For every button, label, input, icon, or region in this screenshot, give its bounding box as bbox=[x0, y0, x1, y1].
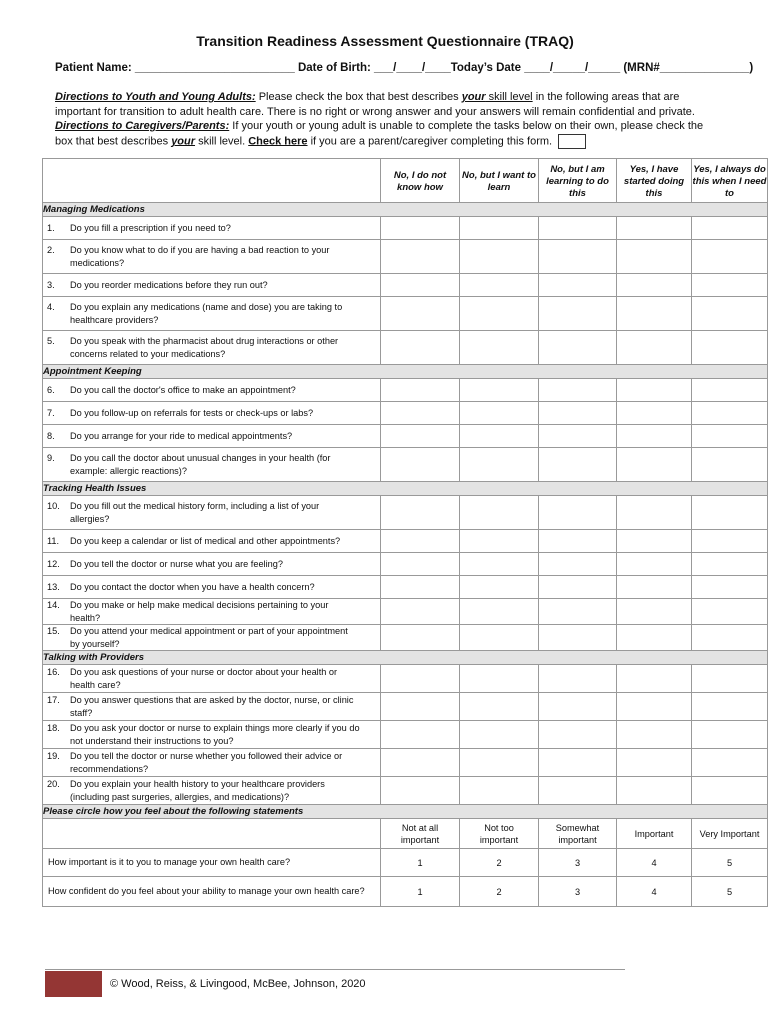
parent-caregiver-checkbox[interactable] bbox=[558, 134, 586, 149]
answer-checkbox-cell[interactable] bbox=[381, 530, 460, 553]
answer-checkbox-cell[interactable] bbox=[692, 240, 768, 274]
caregiver-directions-text-2: skill level. bbox=[195, 135, 249, 148]
check-here-label: Check here bbox=[248, 135, 308, 148]
question-row bbox=[43, 530, 768, 553]
answer-checkbox-cell[interactable] bbox=[460, 496, 539, 530]
answer-checkbox-cell[interactable] bbox=[381, 625, 460, 651]
footer-color-bar bbox=[45, 971, 102, 997]
answer-checkbox-cell[interactable] bbox=[460, 749, 539, 777]
question-text: Do you fill a prescription if you need to? bbox=[70, 222, 231, 233]
answer-checkbox-cell[interactable] bbox=[617, 625, 692, 651]
scale-option[interactable]: 2 bbox=[460, 877, 539, 907]
answer-checkbox-cell[interactable] bbox=[381, 665, 460, 693]
question-number: 19. bbox=[47, 751, 60, 761]
question-cell bbox=[43, 777, 381, 805]
question-number: 1. bbox=[47, 222, 55, 233]
answer-checkbox-cell[interactable] bbox=[692, 402, 768, 425]
section-row bbox=[43, 651, 768, 665]
section-heading: Talking with Providers bbox=[43, 651, 768, 665]
scale-option[interactable]: 5 bbox=[692, 877, 768, 907]
importance-col-header: Very Important bbox=[692, 819, 768, 849]
answer-checkbox-cell[interactable] bbox=[539, 240, 617, 274]
question-text: Do you speak with the pharmacist about drug interactions or other concerns related to your medications? bbox=[70, 336, 339, 359]
answer-checkbox-cell[interactable] bbox=[539, 297, 617, 331]
answer-checkbox-cell[interactable] bbox=[617, 240, 692, 274]
answer-checkbox-cell[interactable] bbox=[617, 576, 692, 599]
scale-option[interactable]: 3 bbox=[539, 877, 617, 907]
scale-option[interactable]: 4 bbox=[617, 849, 692, 877]
scale-option[interactable]: 4 bbox=[617, 877, 692, 907]
answer-checkbox-cell[interactable] bbox=[692, 274, 768, 297]
importance-question: How important is it to you to manage your own health care? bbox=[43, 849, 381, 877]
question-row bbox=[43, 777, 768, 805]
answer-checkbox-cell[interactable] bbox=[617, 402, 692, 425]
section-row bbox=[43, 805, 768, 819]
answer-checkbox-cell[interactable] bbox=[460, 274, 539, 297]
answer-checkbox-cell[interactable] bbox=[460, 530, 539, 553]
answer-checkbox-cell[interactable] bbox=[617, 496, 692, 530]
answer-checkbox-cell[interactable] bbox=[617, 217, 692, 240]
patient-info-line: Patient Name: _________________________ Date of Birth: ___/____/____Today’s Date ____/_____/_____ (MRN#______________) bbox=[55, 62, 754, 74]
answer-checkbox-cell[interactable] bbox=[692, 665, 768, 693]
answer-checkbox-cell[interactable] bbox=[617, 553, 692, 576]
question-cell bbox=[43, 625, 381, 651]
answer-checkbox-cell[interactable] bbox=[381, 721, 460, 749]
importance-section-heading: Please circle how you feel about the following statements bbox=[43, 805, 768, 819]
answer-checkbox-cell[interactable] bbox=[539, 693, 617, 721]
answer-checkbox-cell[interactable] bbox=[617, 274, 692, 297]
question-number: 18. bbox=[47, 723, 60, 733]
question-cell bbox=[43, 665, 381, 693]
question-number: 12. bbox=[47, 558, 60, 569]
importance-col-header: Somewhat important bbox=[539, 819, 617, 849]
answer-checkbox-cell[interactable] bbox=[539, 425, 617, 448]
answer-checkbox-cell[interactable] bbox=[539, 496, 617, 530]
question-row bbox=[43, 217, 768, 240]
question-number: 3. bbox=[47, 279, 55, 290]
question-text: Do you call the doctor's office to make an appointment? bbox=[70, 384, 296, 395]
answer-checkbox-cell[interactable] bbox=[539, 331, 617, 365]
question-number: 14. bbox=[47, 600, 60, 610]
youth-directions-skill: skill level bbox=[485, 91, 533, 103]
question-text: Do you attend your medical appointment or part of your appointment by yourself? bbox=[70, 626, 348, 649]
answer-checkbox-cell[interactable] bbox=[539, 665, 617, 693]
answer-checkbox-cell[interactable] bbox=[381, 448, 460, 482]
question-cell bbox=[43, 274, 381, 297]
importance-header-blank bbox=[43, 819, 381, 849]
question-row bbox=[43, 240, 768, 274]
question-row bbox=[43, 379, 768, 402]
answer-checkbox-cell[interactable] bbox=[381, 576, 460, 599]
question-cell bbox=[43, 379, 381, 402]
question-number: 2. bbox=[47, 245, 55, 255]
answer-checkbox-cell[interactable] bbox=[692, 576, 768, 599]
answer-checkbox-cell[interactable] bbox=[460, 425, 539, 448]
importance-col-header: Important bbox=[617, 819, 692, 849]
question-cell bbox=[43, 599, 381, 625]
answer-checkbox-cell[interactable] bbox=[539, 530, 617, 553]
answer-checkbox-cell[interactable] bbox=[692, 217, 768, 240]
answer-checkbox-cell[interactable] bbox=[381, 693, 460, 721]
answer-checkbox-cell[interactable] bbox=[539, 379, 617, 402]
question-cell bbox=[43, 721, 381, 749]
scale-option[interactable]: 3 bbox=[539, 849, 617, 877]
answer-checkbox-cell[interactable] bbox=[460, 448, 539, 482]
answer-checkbox-cell[interactable] bbox=[617, 665, 692, 693]
question-row bbox=[43, 553, 768, 576]
question-text: Do you follow-up on referrals for tests or check-ups or labs? bbox=[70, 407, 314, 418]
question-row bbox=[43, 749, 768, 777]
question-cell bbox=[43, 331, 381, 365]
question-number: 9. bbox=[47, 453, 55, 463]
question-text: Do you make or help make medical decisions pertaining to your health? bbox=[70, 600, 329, 623]
question-text: Do you tell the doctor or nurse whether you followed their advice or recommendations? bbox=[70, 751, 343, 774]
col-header-1: No, I do not know how bbox=[381, 159, 460, 203]
scale-option[interactable]: 1 bbox=[381, 877, 460, 907]
answer-checkbox-cell[interactable] bbox=[692, 297, 768, 331]
answer-checkbox-cell[interactable] bbox=[460, 721, 539, 749]
answer-checkbox-cell[interactable] bbox=[381, 425, 460, 448]
question-text: Do you fill out the medical history form, including a list of your allergies? bbox=[70, 501, 320, 524]
answer-checkbox-cell[interactable] bbox=[617, 530, 692, 553]
question-text: Do you arrange for your ride to medical appointments? bbox=[70, 430, 293, 441]
footer-divider bbox=[45, 969, 625, 970]
answer-checkbox-cell[interactable] bbox=[460, 217, 539, 240]
answer-checkbox-cell[interactable] bbox=[692, 379, 768, 402]
youth-directions-text: Please check the box that best describes bbox=[255, 91, 462, 103]
question-text: Do you reorder medications before they run out? bbox=[70, 279, 268, 290]
question-number: 5. bbox=[47, 336, 55, 346]
question-text: Do you ask your doctor or nurse to explain things more clearly if you do not understand their instructions to you? bbox=[70, 723, 360, 746]
youth-directions-text-2: in the following areas that are important for transition to adult health care. There is no right or wrong answer and your answers will remain confidential and private. bbox=[55, 91, 695, 118]
answer-checkbox-cell[interactable] bbox=[692, 599, 768, 625]
answer-checkbox-cell[interactable] bbox=[617, 721, 692, 749]
answer-checkbox-cell[interactable] bbox=[692, 721, 768, 749]
caregiver-directions-text-3: if you are a parent/caregiver completing this form. bbox=[307, 135, 553, 148]
section-heading: Appointment Keeping bbox=[43, 365, 768, 379]
footer-copyright: © Wood, Reiss, & Livingood, McBee, Johnson, 2020 bbox=[110, 978, 366, 990]
caregiver-directions-your: your bbox=[171, 135, 196, 148]
answer-checkbox-cell[interactable] bbox=[539, 576, 617, 599]
youth-directions-your: your bbox=[461, 91, 486, 103]
caregiver-directions-text: If your youth or young adult is unable to complete the tasks below on their own, please check the box that best describes bbox=[55, 120, 704, 148]
question-row bbox=[43, 274, 768, 297]
answer-checkbox-cell[interactable] bbox=[692, 777, 768, 805]
question-number: 8. bbox=[47, 430, 55, 441]
question-text: Do you answer questions that are asked by the doctor, nurse, or clinic staff? bbox=[70, 695, 354, 718]
answer-checkbox-cell[interactable] bbox=[460, 297, 539, 331]
answer-checkbox-cell[interactable] bbox=[381, 217, 460, 240]
question-row bbox=[43, 331, 768, 365]
answer-checkbox-cell[interactable] bbox=[617, 297, 692, 331]
answer-checkbox-cell[interactable] bbox=[381, 553, 460, 576]
question-number: 7. bbox=[47, 407, 55, 418]
answer-checkbox-cell[interactable] bbox=[381, 496, 460, 530]
question-row bbox=[43, 576, 768, 599]
answer-checkbox-cell[interactable] bbox=[617, 425, 692, 448]
scale-option[interactable]: 1 bbox=[381, 849, 460, 877]
answer-checkbox-cell[interactable] bbox=[692, 625, 768, 651]
question-text: Do you contact the doctor when you have a health concern? bbox=[70, 581, 315, 592]
answer-checkbox-cell[interactable] bbox=[692, 530, 768, 553]
question-row bbox=[43, 297, 768, 331]
question-text: Do you know what to do if you are having a bad reaction to your medications? bbox=[70, 245, 330, 268]
answer-checkbox-cell[interactable] bbox=[617, 693, 692, 721]
answer-checkbox-cell[interactable] bbox=[381, 240, 460, 274]
caregiver-directions-heading: Directions to Caregivers/Parents: bbox=[55, 120, 230, 133]
answer-checkbox-cell[interactable] bbox=[460, 379, 539, 402]
answer-checkbox-cell[interactable] bbox=[539, 217, 617, 240]
answer-checkbox-cell[interactable] bbox=[381, 777, 460, 805]
importance-col-header: Not too important bbox=[460, 819, 539, 849]
question-cell bbox=[43, 496, 381, 530]
question-text: Do you keep a calendar or list of medical and other appointments? bbox=[70, 535, 341, 546]
section-heading: Managing Medications bbox=[43, 203, 768, 217]
answer-checkbox-cell[interactable] bbox=[692, 749, 768, 777]
answer-checkbox-cell[interactable] bbox=[539, 448, 617, 482]
answer-checkbox-cell[interactable] bbox=[692, 331, 768, 365]
answer-checkbox-cell[interactable] bbox=[539, 777, 617, 805]
importance-question: How confident do you feel about your ability to manage your own health care? bbox=[43, 877, 381, 907]
answer-checkbox-cell[interactable] bbox=[460, 693, 539, 721]
answer-checkbox-cell[interactable] bbox=[539, 625, 617, 651]
answer-checkbox-cell[interactable] bbox=[460, 576, 539, 599]
question-text: Do you tell the doctor or nurse what you are feeling? bbox=[70, 558, 283, 569]
question-text: Do you explain your health history to your healthcare providers (including past surgeries, allergies, and medications)? bbox=[70, 779, 325, 802]
answer-checkbox-cell[interactable] bbox=[381, 599, 460, 625]
section-heading: Tracking Health Issues bbox=[43, 482, 768, 496]
answer-checkbox-cell[interactable] bbox=[539, 749, 617, 777]
question-number: 20. bbox=[47, 779, 60, 789]
question-cell bbox=[43, 297, 381, 331]
question-row bbox=[43, 496, 768, 530]
section-row bbox=[43, 482, 768, 496]
col-header-3: No, but I am learning to do this bbox=[539, 159, 617, 203]
answer-checkbox-cell[interactable] bbox=[539, 402, 617, 425]
scale-option[interactable]: 5 bbox=[692, 849, 768, 877]
answer-checkbox-cell[interactable] bbox=[381, 297, 460, 331]
answer-checkbox-cell[interactable] bbox=[539, 274, 617, 297]
answer-checkbox-cell[interactable] bbox=[539, 721, 617, 749]
answer-checkbox-cell[interactable] bbox=[617, 777, 692, 805]
answer-checkbox-cell[interactable] bbox=[617, 448, 692, 482]
question-text: Do you ask questions of your nurse or doctor about your health or health care? bbox=[70, 667, 338, 690]
question-row bbox=[43, 425, 768, 448]
question-number: 10. bbox=[47, 501, 60, 511]
importance-row bbox=[43, 877, 768, 907]
question-row bbox=[43, 402, 768, 425]
question-cell bbox=[43, 448, 381, 482]
answer-checkbox-cell[interactable] bbox=[692, 448, 768, 482]
importance-header-row bbox=[43, 819, 768, 849]
question-cell bbox=[43, 530, 381, 553]
answer-checkbox-cell[interactable] bbox=[460, 599, 539, 625]
answer-checkbox-cell[interactable] bbox=[460, 777, 539, 805]
section-row bbox=[43, 203, 768, 217]
answer-checkbox-cell[interactable] bbox=[617, 379, 692, 402]
question-number: 11. bbox=[47, 535, 60, 546]
col-header-4: Yes, I have started doing this bbox=[617, 159, 692, 203]
answer-checkbox-cell[interactable] bbox=[617, 749, 692, 777]
importance-col-header: Not at all important bbox=[381, 819, 460, 849]
importance-row bbox=[43, 849, 768, 877]
traq-table bbox=[42, 158, 768, 907]
question-number: 15. bbox=[47, 626, 60, 636]
question-number: 17. bbox=[47, 695, 60, 705]
directions bbox=[55, 90, 720, 149]
question-number: 6. bbox=[47, 384, 55, 395]
scale-option[interactable]: 2 bbox=[460, 849, 539, 877]
question-number: 16. bbox=[47, 667, 60, 677]
question-cell bbox=[43, 402, 381, 425]
col-header-5: Yes, I always do this when I need to bbox=[692, 159, 768, 203]
answer-checkbox-cell[interactable] bbox=[460, 553, 539, 576]
answer-checkbox-cell[interactable] bbox=[692, 425, 768, 448]
question-row bbox=[43, 665, 768, 693]
answer-checkbox-cell[interactable] bbox=[460, 402, 539, 425]
question-row bbox=[43, 721, 768, 749]
question-row bbox=[43, 625, 768, 651]
question-row bbox=[43, 693, 768, 721]
question-cell bbox=[43, 749, 381, 777]
answer-checkbox-cell[interactable] bbox=[460, 625, 539, 651]
page-title: Transition Readiness Assessment Questionnaire (TRAQ) bbox=[196, 33, 574, 49]
answer-checkbox-cell[interactable] bbox=[460, 665, 539, 693]
question-row bbox=[43, 599, 768, 625]
youth-directions-heading: Directions to Youth and Young Adults: bbox=[55, 91, 256, 103]
answer-checkbox-cell[interactable] bbox=[381, 749, 460, 777]
answer-checkbox-cell[interactable] bbox=[460, 331, 539, 365]
answer-checkbox-cell[interactable] bbox=[460, 240, 539, 274]
question-row bbox=[43, 448, 768, 482]
section-row bbox=[43, 365, 768, 379]
answer-checkbox-cell[interactable] bbox=[692, 553, 768, 576]
question-cell bbox=[43, 693, 381, 721]
question-text: Do you call the doctor about unusual changes in your health (for example: allergic reactions)? bbox=[70, 453, 331, 476]
question-cell bbox=[43, 576, 381, 599]
question-cell bbox=[43, 553, 381, 576]
answer-checkbox-cell[interactable] bbox=[381, 402, 460, 425]
answer-checkbox-cell[interactable] bbox=[381, 331, 460, 365]
question-cell bbox=[43, 217, 381, 240]
answer-checkbox-cell[interactable] bbox=[381, 274, 460, 297]
answer-checkbox-cell[interactable] bbox=[617, 599, 692, 625]
question-header-blank bbox=[43, 159, 381, 203]
question-number: 13. bbox=[47, 581, 60, 592]
answer-checkbox-cell[interactable] bbox=[692, 693, 768, 721]
question-cell bbox=[43, 425, 381, 448]
answer-checkbox-cell[interactable] bbox=[692, 496, 768, 530]
answer-checkbox-cell[interactable] bbox=[539, 553, 617, 576]
question-cell bbox=[43, 240, 381, 274]
answer-checkbox-cell[interactable] bbox=[381, 379, 460, 402]
question-number: 4. bbox=[47, 302, 55, 312]
answer-checkbox-cell[interactable] bbox=[617, 331, 692, 365]
col-header-2: No, but I want to learn bbox=[460, 159, 539, 203]
answer-checkbox-cell[interactable] bbox=[539, 599, 617, 625]
question-text: Do you explain any medications (name and dose) you are taking to healthcare providers? bbox=[70, 302, 343, 325]
